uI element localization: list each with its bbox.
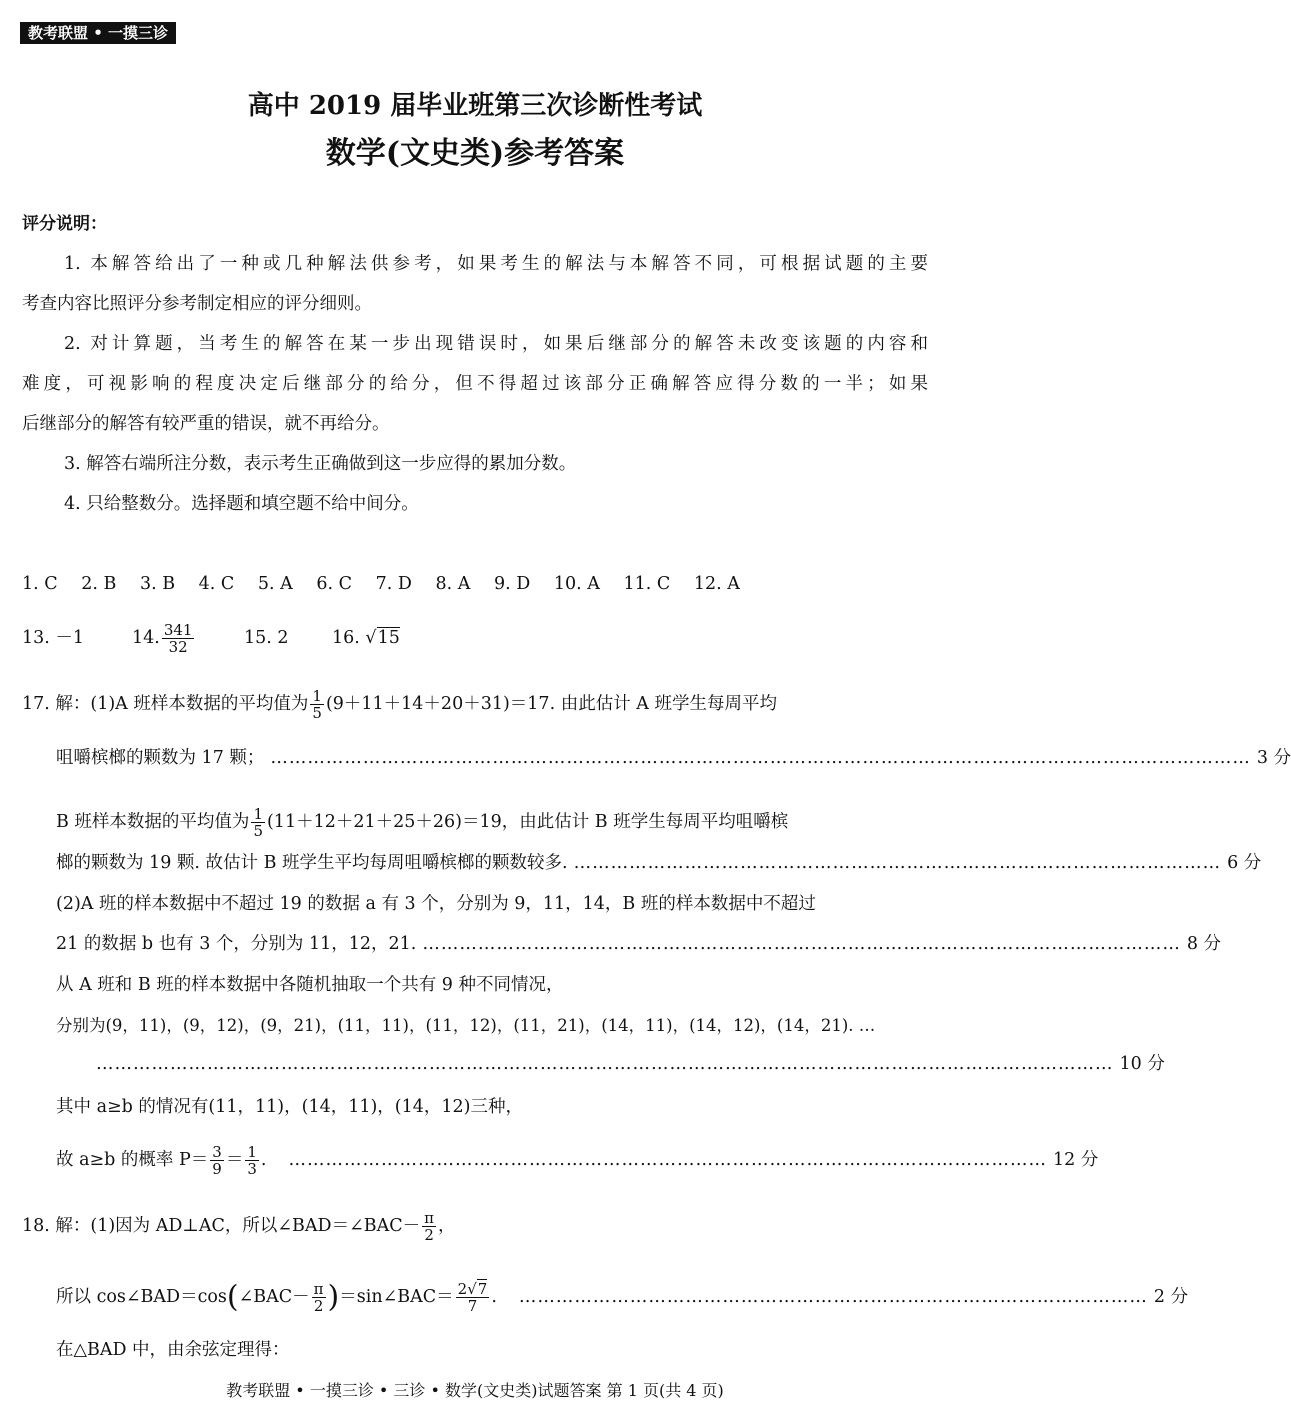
fraction-numerator xyxy=(456,1281,490,1298)
fraction-denominator: 5 xyxy=(253,822,263,840)
q17-line10: 其中 a≥b 的情况有(11，11)，(14，11)，(14，12)三种， xyxy=(56,1097,523,1117)
q18-line3: 在△BAD 中，由余弦定理得： xyxy=(56,1340,290,1360)
scoring-p1b: 考查内容比照评分参考制定相应的评分细则。 xyxy=(22,294,372,314)
choice-answer: 8. A xyxy=(435,574,471,594)
q17-l4-text: 榔的颗数为 19 颗. 故估计 B 班学生平均每周咀嚼槟榔的颗数较多. xyxy=(56,853,568,873)
fraction-denominator: 2 xyxy=(424,1226,434,1244)
fraction-numerator: 1 xyxy=(253,805,263,823)
page-footer: 教考联盟 • 一摸三诊 • 三诊 • 数学(文史类)试题答案 第 1 页(共 4 页) xyxy=(226,1381,724,1400)
q17-line2 xyxy=(56,746,1291,770)
scoring-p2a: 2. 对计算题，当考生的解答在某一步出现错误时，如果后继部分的解答未改变该题的内容和 xyxy=(64,334,928,354)
q17-line11 xyxy=(56,1138,1099,1182)
score-mark: 10 分 xyxy=(1119,1054,1165,1074)
choice-answer: 7. D xyxy=(375,574,412,594)
paren-open: ( xyxy=(226,1279,239,1315)
fraction-denominator: 7 xyxy=(467,1297,478,1315)
q18-l2-post: ＝sin∠BAC＝ xyxy=(339,1287,454,1307)
choice-answer: 5. A xyxy=(257,574,293,594)
choice-answer: 6. C xyxy=(316,574,353,594)
choice-answer: 2. B xyxy=(81,574,117,594)
q17-line3 xyxy=(56,800,788,844)
fraction-denominator: 2 xyxy=(313,1297,324,1315)
fraction-numerator: 1 xyxy=(312,687,322,705)
fraction-three-ninths xyxy=(210,1144,224,1177)
choice-answer: 12. A xyxy=(693,574,740,594)
dot-leader: ………………………………………………………………………………………… xyxy=(518,1287,1148,1308)
fraction-denominator: 32 xyxy=(168,638,188,656)
fraction-numerator: π xyxy=(424,1209,435,1227)
q17-line8: 分别为(9，11)，(9，12)，(9，21)，(11，11)，(11，12)，(11，21)，(14，11)，(14，12)，(14，21). … xyxy=(56,1016,876,1035)
choice-answer: 10. A xyxy=(553,574,600,594)
fraction-denominator: 3 xyxy=(247,1160,257,1178)
fraction-denominator: 5 xyxy=(312,704,322,722)
q17-line5: (2)A 班的样本数据中不超过 19 的数据 a 有 3 个，分别为 9，11，14，B 班的样本数据中不超过 xyxy=(56,894,816,914)
answer-13: 13. －1 xyxy=(22,628,85,648)
fraction-root7-over-7 xyxy=(456,1281,490,1314)
q18-l2-pre: 所以 cos∠BAD＝cos xyxy=(56,1287,227,1307)
q17-l11-pre: 故 a≥b 的概率 P＝ xyxy=(56,1150,209,1170)
root-coefficient: 2 xyxy=(457,1280,468,1298)
fraction-numerator: 1 xyxy=(247,1143,257,1161)
fraction-numerator: 3 xyxy=(212,1143,222,1161)
score-mark: 8 分 xyxy=(1186,934,1222,954)
choice-answer: 11. C xyxy=(623,574,671,594)
fraction-numerator: π xyxy=(313,1280,324,1298)
sqrt-sign: √ xyxy=(467,1280,477,1298)
choice-answer: 3. B xyxy=(139,574,176,594)
q17-l11-text: 故 a≥b 的概率 P＝ $\frac{3}{9}$ ＝ $\frac{1}{3}$ . xyxy=(56,1143,267,1178)
q17-line4 xyxy=(56,851,1262,875)
answer-14-fraction xyxy=(162,622,195,655)
score-mark: 2 分 xyxy=(1153,1287,1189,1308)
scoring-p4: 4. 只给整数分。选择题和填空题不给中间分。 xyxy=(64,494,419,514)
choice-answer: 4. C xyxy=(198,574,235,594)
dot-leader: …………………………………………………………………………………………………………………………………………… xyxy=(270,748,1251,768)
score-mark: 12 分 xyxy=(1052,1150,1099,1170)
answer-14 xyxy=(132,614,196,662)
answer-key-title: 数学(文史类)参考答案 xyxy=(325,136,625,171)
fraction-one-third xyxy=(245,1144,259,1177)
q18-line2 xyxy=(56,1274,1189,1321)
dot-leader: ………………………………………………………………………………………………………………………………………………… xyxy=(96,1054,1114,1074)
scoring-p2c: 后继部分的解答有较严重的错误，就不再给分。 xyxy=(22,414,390,434)
q17-line6 xyxy=(56,932,1222,956)
score-mark: 6 分 xyxy=(1227,853,1262,873)
fraction-pi-over-two xyxy=(312,1281,326,1314)
answer-14-label: 14. xyxy=(132,628,160,648)
scoring-heading: 评分说明： xyxy=(22,214,107,234)
header-tag: 教考联盟 • 一摸三诊 xyxy=(20,22,176,44)
sqrt-radicand: 7 xyxy=(477,1280,488,1298)
q18-l2-inner: ∠BAC－ xyxy=(238,1287,310,1307)
answer-16-label: 16. xyxy=(332,628,360,648)
choice-answers xyxy=(22,572,758,596)
q17-l2-text: 咀嚼槟榔的颗数为 17 颗； xyxy=(56,748,265,768)
answer-15: 15. 2 xyxy=(244,628,289,648)
scoring-p3: 3. 解答右端所注分数，表示考生正确做到这一步应得的累加分数。 xyxy=(64,454,577,474)
dot-leader: …………………………………………………………………………………………………………… xyxy=(422,934,1181,954)
sqrt-sign: √ xyxy=(365,628,377,648)
scoring-p1a: 1. 本解答给出了一种或几种解法供参考，如果考生的解法与本解答不同，可根据试题的主要 xyxy=(64,254,928,274)
fraction-one-fifth xyxy=(310,688,324,721)
sqrt-radicand: 15 xyxy=(377,628,400,648)
fraction-one-fifth xyxy=(251,806,265,839)
dot-leader: …………………………………………………………………………………………… xyxy=(573,853,1222,873)
q17-l6-text: 21 的数据 b 也有 3 个，分别为 11，12，21. xyxy=(56,934,417,954)
q18-l2-text: 所以 cos∠BAD＝cos(∠BAC－ $\frac{\pi}{2}$ )＝sin∠BAC＝ $\frac{2√7}{7}$ . xyxy=(56,1279,497,1315)
choice-answer: 1. C xyxy=(22,574,58,594)
choice-answer: 9. D xyxy=(493,574,531,594)
q17-l1-pre: 17. 解：(1)A 班样本数据的平均值为 xyxy=(22,694,309,714)
paren-close: ) xyxy=(327,1279,340,1315)
q17-line1 xyxy=(22,682,777,726)
fraction-numerator: 341 xyxy=(163,621,193,639)
q17-line9 xyxy=(96,1052,1165,1076)
scoring-p2b: 难度，可视影响的程度决定后继部分的给分，但不得超过该部分正确解答应得分数的一半；如果 xyxy=(22,374,928,394)
exam-title: 高中 2019 届毕业班第三次诊断性考试 xyxy=(247,91,703,121)
q18-line1: 18. 解：(1)因为 AD⊥AC，所以∠BAD＝∠BAC－ $\frac{\pi}{2}$ ， xyxy=(22,1209,456,1244)
q17-l3-post: (11＋12＋21＋25＋26)＝19，由此估计 B 班学生每周平均咀嚼槟 xyxy=(266,812,789,832)
q17-line7: 从 A 班和 B 班的样本数据中各随机抽取一个共有 9 种不同情况， xyxy=(56,975,564,995)
q18-l1-text: 18. 解：(1)因为 AD⊥AC，所以∠BAD＝∠BAC－ xyxy=(22,1216,421,1236)
answer-16 xyxy=(332,626,400,650)
score-mark: 3 分 xyxy=(1256,748,1291,768)
fraction-pi-over-two xyxy=(422,1210,436,1243)
q17-l1-post: (9＋11＋14＋20＋31)＝17. 由此估计 A 班学生每周平均 xyxy=(325,694,777,714)
dot-leader: …………………………………………………………………………………………………………… xyxy=(288,1150,1047,1170)
fraction-denominator: 9 xyxy=(212,1160,222,1178)
q17-l3-pre: B 班样本数据的平均值为 xyxy=(56,812,250,832)
